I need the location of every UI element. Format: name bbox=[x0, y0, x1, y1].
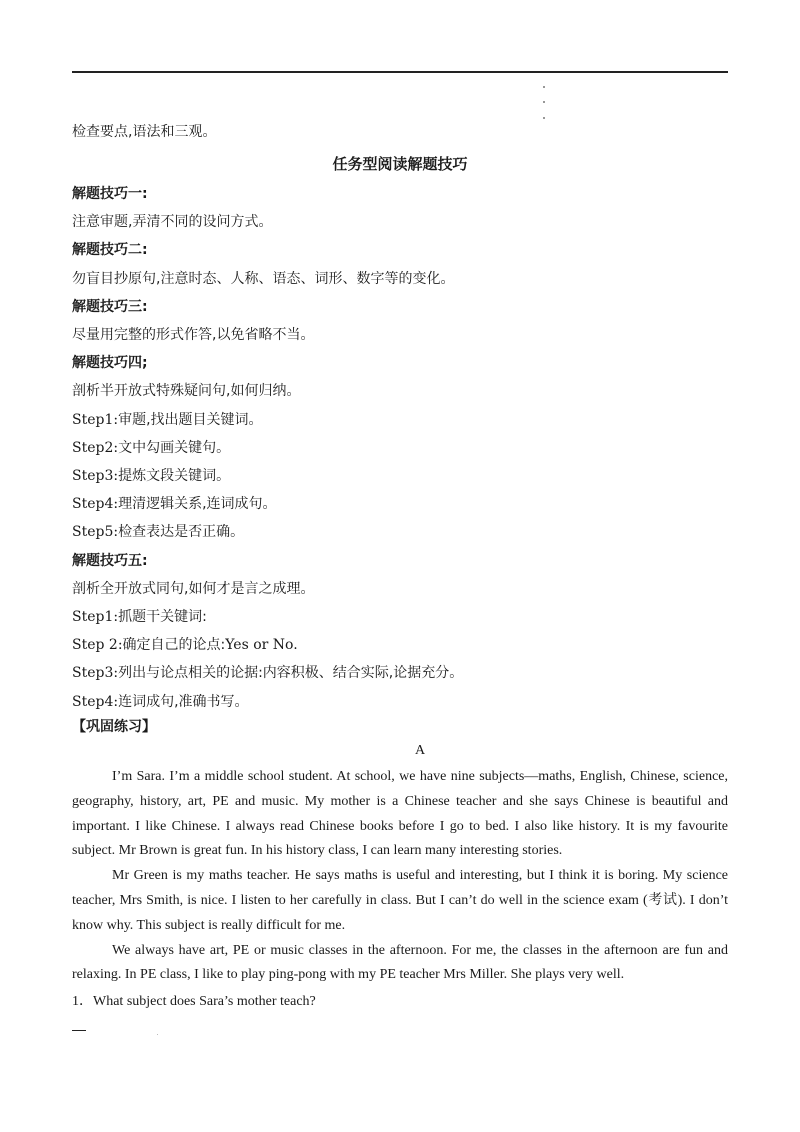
step-text: 确定自己的论点: bbox=[122, 637, 226, 654]
marker-dot bbox=[543, 101, 545, 103]
step-text: 尽量用完整的形式作答,以免省略不当。 bbox=[72, 327, 315, 343]
step-label: Step3: bbox=[72, 665, 119, 682]
header-rule bbox=[72, 71, 728, 73]
passage-paragraph: We always have art, PE or music classes in the afternoon. For me, the classes in the afternoon are fun and relaxing. In PE class, I like to play ping-pong with my PE teacher Mrs Miller. She plays very well. bbox=[72, 942, 728, 983]
step-text: 理清逻辑关系,连词成句。 bbox=[118, 496, 277, 513]
step-label: Step1: bbox=[72, 609, 119, 625]
tip-text bbox=[72, 212, 272, 232]
step-text: 注意审题,弄清不同的设问方式。 bbox=[72, 214, 273, 231]
step-label: Step4: bbox=[72, 496, 119, 513]
step-label: Step3: bbox=[72, 468, 119, 484]
step-text: 列出与论点相关的论据:内容积极、结合实际,论据充分。 bbox=[118, 665, 464, 682]
marker-dot bbox=[543, 117, 545, 119]
tip-step bbox=[72, 466, 230, 486]
step-text: 提炼文段关键词。 bbox=[118, 468, 231, 484]
tip-step bbox=[72, 663, 463, 683]
tip-text bbox=[72, 579, 314, 599]
marker-dot bbox=[543, 86, 545, 88]
passage-paragraph: I’m Sara. I’m a middle school student. At school, we have nine subjects—maths, English, Chinese, science, geography, history, art, PE and music. My mother is a Chinese teacher and she says Chinese is beautiful and important. I like Chinese. I always read Chinese books before I go to bed. I also like history. It is my favourite subject. Mr Brown is great fun. In his history class, I can learn many interesting stories. bbox=[72, 769, 728, 859]
step-text: 文中勾画关键句。 bbox=[118, 439, 231, 456]
step-text: 剖析半开放式特殊疑问句,如何归纳。 bbox=[72, 383, 301, 400]
tip-step bbox=[72, 410, 263, 430]
tip-step bbox=[72, 607, 207, 627]
tip-step bbox=[72, 494, 277, 514]
step-text: 检查表达是否正确。 bbox=[118, 524, 245, 541]
question-1: 1．What subject does Sara’s mother teach? bbox=[72, 994, 316, 1009]
intro-text: 检查要点,语法和三观。 bbox=[72, 124, 217, 140]
step-text: 审题,找出题目关键词。 bbox=[118, 411, 263, 428]
answer-line[interactable] bbox=[72, 1030, 86, 1031]
tip-step bbox=[72, 692, 249, 712]
tip-heading: 解题技巧一: bbox=[72, 186, 148, 202]
step-label: Step2: bbox=[72, 439, 119, 456]
step-tail: Yes or No. bbox=[225, 637, 298, 654]
practice-heading: 【巩固练习】 bbox=[72, 719, 156, 735]
step-label: Step 2: bbox=[72, 637, 123, 654]
tip-heading: 解题技巧二: bbox=[72, 242, 148, 259]
tip-step bbox=[72, 438, 230, 458]
step-text: 勿盲目抄原句,注意时态、人称、语态、词形、数字等的变化。 bbox=[72, 270, 455, 287]
step-text: 剖析全开放式同句,如何才是言之成理。 bbox=[72, 580, 315, 597]
tip-step bbox=[72, 635, 298, 655]
tip-text bbox=[72, 269, 454, 289]
tip-text bbox=[72, 381, 300, 401]
faint-dot bbox=[157, 1034, 158, 1035]
tip-heading: 解题技巧五: bbox=[72, 552, 148, 569]
step-label: Step5: bbox=[72, 524, 119, 541]
tip-heading: 解题技巧四; bbox=[72, 355, 148, 372]
page-title: 任务型阅读解题技巧 bbox=[332, 155, 468, 173]
step-text: 抓题干关键词: bbox=[118, 609, 207, 625]
tip-text bbox=[72, 325, 314, 345]
step-label: Step1: bbox=[72, 411, 119, 428]
passage bbox=[72, 765, 728, 988]
tip-heading: 解题技巧三: bbox=[72, 298, 148, 315]
step-label: Step4: bbox=[72, 693, 119, 710]
step-text: 连词成句,准确书写。 bbox=[118, 693, 249, 710]
passage-paragraph: Mr Green is my maths teacher. He says maths is useful and interesting, but I think it is boring. My science teacher, Mrs Smith, is nice. I listen to her carefully in class. But I can’t do well in the science exam (考试). I don’t know why. This subject is really difficult for me. bbox=[72, 868, 728, 933]
passage-label: A bbox=[414, 743, 426, 758]
tip-step bbox=[72, 522, 244, 542]
